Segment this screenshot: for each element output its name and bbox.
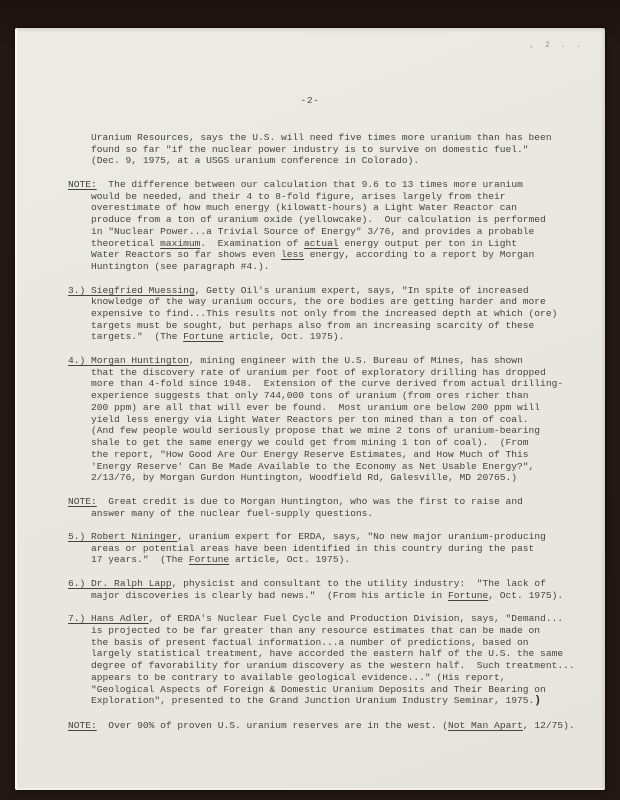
text-line: [91, 437, 595, 449]
text-line: [91, 625, 595, 637]
underlined-text: Not Man Apart: [448, 719, 523, 731]
underlined-text: maximum: [160, 237, 201, 249]
paragraph: [68, 285, 595, 344]
text-segment: targets." (The: [91, 331, 184, 343]
text-segment: Over 90% of proven U.S. uranium reserves are in the west. (: [96, 719, 448, 731]
note-paragraph: [68, 720, 595, 732]
text-segment: overestimate of how much energy (kilowatt-hours) a Light Water Reactor can: [91, 202, 518, 214]
text-segment: found so far "if the nuclear power industry is to survive on domestic fuel.": [91, 143, 529, 155]
text-line: [91, 226, 595, 238]
text-segment: appears to be contrary to available geological evidence..." (His report,: [91, 671, 506, 683]
text-line: [91, 320, 595, 332]
text-line: [68, 531, 595, 543]
text-segment: , mining engineer with the U.S. Bureau of Mines, has shown: [188, 354, 523, 366]
text-segment: The difference between our calculation that 9.6 to 13 times more uranium: [96, 178, 523, 190]
text-segment: , of ERDA's Nuclear Fuel Cycle and Production Division, says, "Demand...: [148, 613, 564, 625]
text-segment: produce from a ton of uranium oxide (yellowcake). Our calculation is performed: [91, 214, 546, 226]
text-segment: is projected to be far greater than any resource estimates that can be made on: [91, 624, 541, 636]
text-line: [68, 355, 595, 367]
text-segment: . Examination of: [200, 237, 305, 249]
document-body: [68, 132, 595, 731]
text-line: [91, 367, 595, 379]
paragraph: [68, 355, 595, 484]
text-segment: , uranium expert for ERDA, says, "No new major uranium-producing: [177, 530, 546, 542]
text-line: [91, 695, 595, 708]
paragraph: [68, 132, 595, 167]
text-line: [68, 720, 595, 732]
text-line: [91, 261, 595, 273]
text-line: [91, 296, 595, 308]
underlined-text: NOTE:: [68, 719, 97, 731]
text-segment: Water Reactors so far shows even: [91, 249, 281, 261]
text-segment: the report, "How Good Are Our Energy Reserve Estimates, and How Much of This: [91, 448, 529, 460]
text-line: [91, 590, 595, 602]
text-line: [91, 191, 595, 203]
text-line: [91, 660, 595, 672]
text-line: [91, 132, 595, 144]
text-segment: , physicist and consultant to the utility industry: "The lack of: [171, 577, 546, 589]
text-segment: 200 ppm) are all that will ever be found. Most uranium ore below 200 ppm will: [91, 401, 541, 413]
text-line: [91, 554, 595, 566]
text-segment: 17 years." (The: [91, 554, 189, 566]
text-line: [91, 378, 595, 390]
text-segment: Exploration", presented to the Grand Junction Uranium Industry Seminar, 1975.: [91, 695, 535, 707]
underlined-text: Fortune: [183, 331, 224, 343]
underlined-text: 3.) Siegfried Muessing: [68, 284, 195, 296]
page-number: -2-: [300, 95, 320, 106]
text-segment: , 12/75).: [522, 719, 575, 731]
text-line: [91, 637, 595, 649]
text-segment: theoretical: [91, 237, 161, 249]
text-segment: (Dec. 9, 1975, at a USGS uranium conference in Colorado).: [91, 155, 420, 167]
text-segment: Huntington (see paragraph #4.).: [91, 261, 270, 273]
text-segment: answer many of the nuclear fuel-supply questions.: [91, 507, 374, 519]
note-paragraph: [68, 179, 595, 273]
text-segment: , Getty Oil's uranium expert, says, "In spite of increased: [194, 284, 529, 296]
text-segment: shale to get the same energy we could get from mining 1 ton of coal). (From: [91, 437, 529, 449]
text-line: [91, 425, 595, 437]
underlined-text: NOTE:: [68, 178, 97, 190]
text-line: [68, 578, 595, 590]
text-line: [91, 238, 595, 250]
text-line: [68, 179, 595, 191]
text-segment: would be needed, and their 4 to 8-fold figure, arises largely from their: [91, 190, 506, 202]
underlined-text: Fortune: [188, 554, 230, 566]
text-segment: 'Energy Reserve' Can Be Made Available to the Economy as Net Usable Energy?",: [91, 460, 535, 472]
text-segment: energy, according to a report by Morgan: [304, 249, 535, 261]
underlined-text: 4.) Morgan Huntington: [68, 354, 189, 366]
text-segment: targets must be sought, but perhaps also from an increasing scarcity of these: [91, 319, 535, 331]
text-line: [91, 144, 595, 156]
text-line: [91, 414, 595, 426]
text-segment: article, Oct. 1975).: [223, 331, 345, 343]
text-segment: energy output per ton in Light: [338, 237, 518, 249]
text-segment: yield less energy via Light Water Reactors per ton mined than a ton of coal.: [91, 413, 529, 425]
text-segment: article, Oct. 1975).: [229, 554, 351, 566]
text-segment: the basis of present factual information...a number of predictions, based on: [91, 636, 529, 648]
underlined-text: 5.) Robert Nininger: [68, 530, 178, 542]
paragraph: [68, 578, 595, 601]
text-segment: that the discovery rate of uranium per foot of exploratory drilling has dropped: [91, 366, 546, 378]
text-segment: expensive to find...This results not only from the increased depth at which (ore): [91, 308, 558, 320]
text-segment: largely statistical treatment, have accorded the eastern half of the U.S. the same: [91, 648, 564, 660]
note-paragraph: [68, 496, 595, 519]
text-segment: Great credit is due to Morgan Huntington, who was the first to raise and: [96, 495, 523, 507]
text-line: [68, 496, 595, 508]
text-line: [91, 214, 595, 226]
text-line: [91, 684, 595, 696]
text-line: [91, 308, 595, 320]
text-segment: degree of favorability for uranium discovery as the western half. Such treatment...: [91, 660, 575, 672]
text-segment: Uranium Resources, says the U.S. will need five times more uranium than has been: [91, 132, 552, 143]
text-segment: "Geological Aspects of Foreign & Domestic Uranium Deposits and Their Bearing on: [91, 683, 546, 695]
text-line: [91, 648, 595, 660]
underlined-text: less: [281, 249, 305, 261]
paragraph: [68, 613, 595, 708]
text-line: [91, 155, 595, 167]
text-line: [91, 543, 595, 555]
text-line: [91, 461, 595, 473]
document-page: [15, 28, 605, 790]
text-line: [91, 249, 595, 261]
text-segment: 2/13/76, by Morgan Gurdon Huntington, Woodfield Rd, Galesville, MD 20765.): [91, 472, 518, 484]
text-line: [91, 449, 595, 461]
paragraph: [68, 531, 595, 566]
text-line: [68, 285, 595, 297]
text-segment: knowledge of the way uranium occurs, the ore bodies are getting harder and more: [91, 296, 546, 308]
text-line: [91, 402, 595, 414]
text-segment: experience suggests that only 744,000 tons of uranium (from ores richer than: [91, 390, 529, 402]
text-line: [91, 390, 595, 402]
text-segment: more than 4-fold since 1948. Extension of the curve derived from actual drilling-: [91, 378, 564, 390]
text-segment: (And few people would seriously propose that we mine 2 tons of uranium-bearing: [91, 425, 541, 437]
text-segment: areas or potential areas have been identified in this country during the past: [91, 542, 535, 554]
text-line: [68, 613, 595, 625]
text-line: [91, 672, 595, 684]
text-segment: , Oct. 1975).: [488, 589, 564, 601]
text-line: [91, 472, 595, 484]
text-segment: ): [534, 695, 541, 708]
text-segment: major discoveries is clearly bad news." (From his article in: [91, 589, 448, 601]
underlined-text: actual: [304, 237, 339, 249]
underlined-text: NOTE:: [68, 495, 97, 507]
underlined-text: 6.) Dr. Ralph Lapp: [68, 577, 172, 589]
text-line: [91, 202, 595, 214]
underlined-text: 7.) Hans Adler: [68, 613, 149, 625]
text-segment: in "Nuclear Power...a Trivial Source of Energy" 3/76, and provides a probable: [91, 225, 535, 237]
underlined-text: Fortune: [447, 589, 489, 601]
corner-annotation: , 2 . .: [529, 41, 584, 50]
text-line: [91, 331, 595, 343]
text-line: [91, 508, 595, 520]
